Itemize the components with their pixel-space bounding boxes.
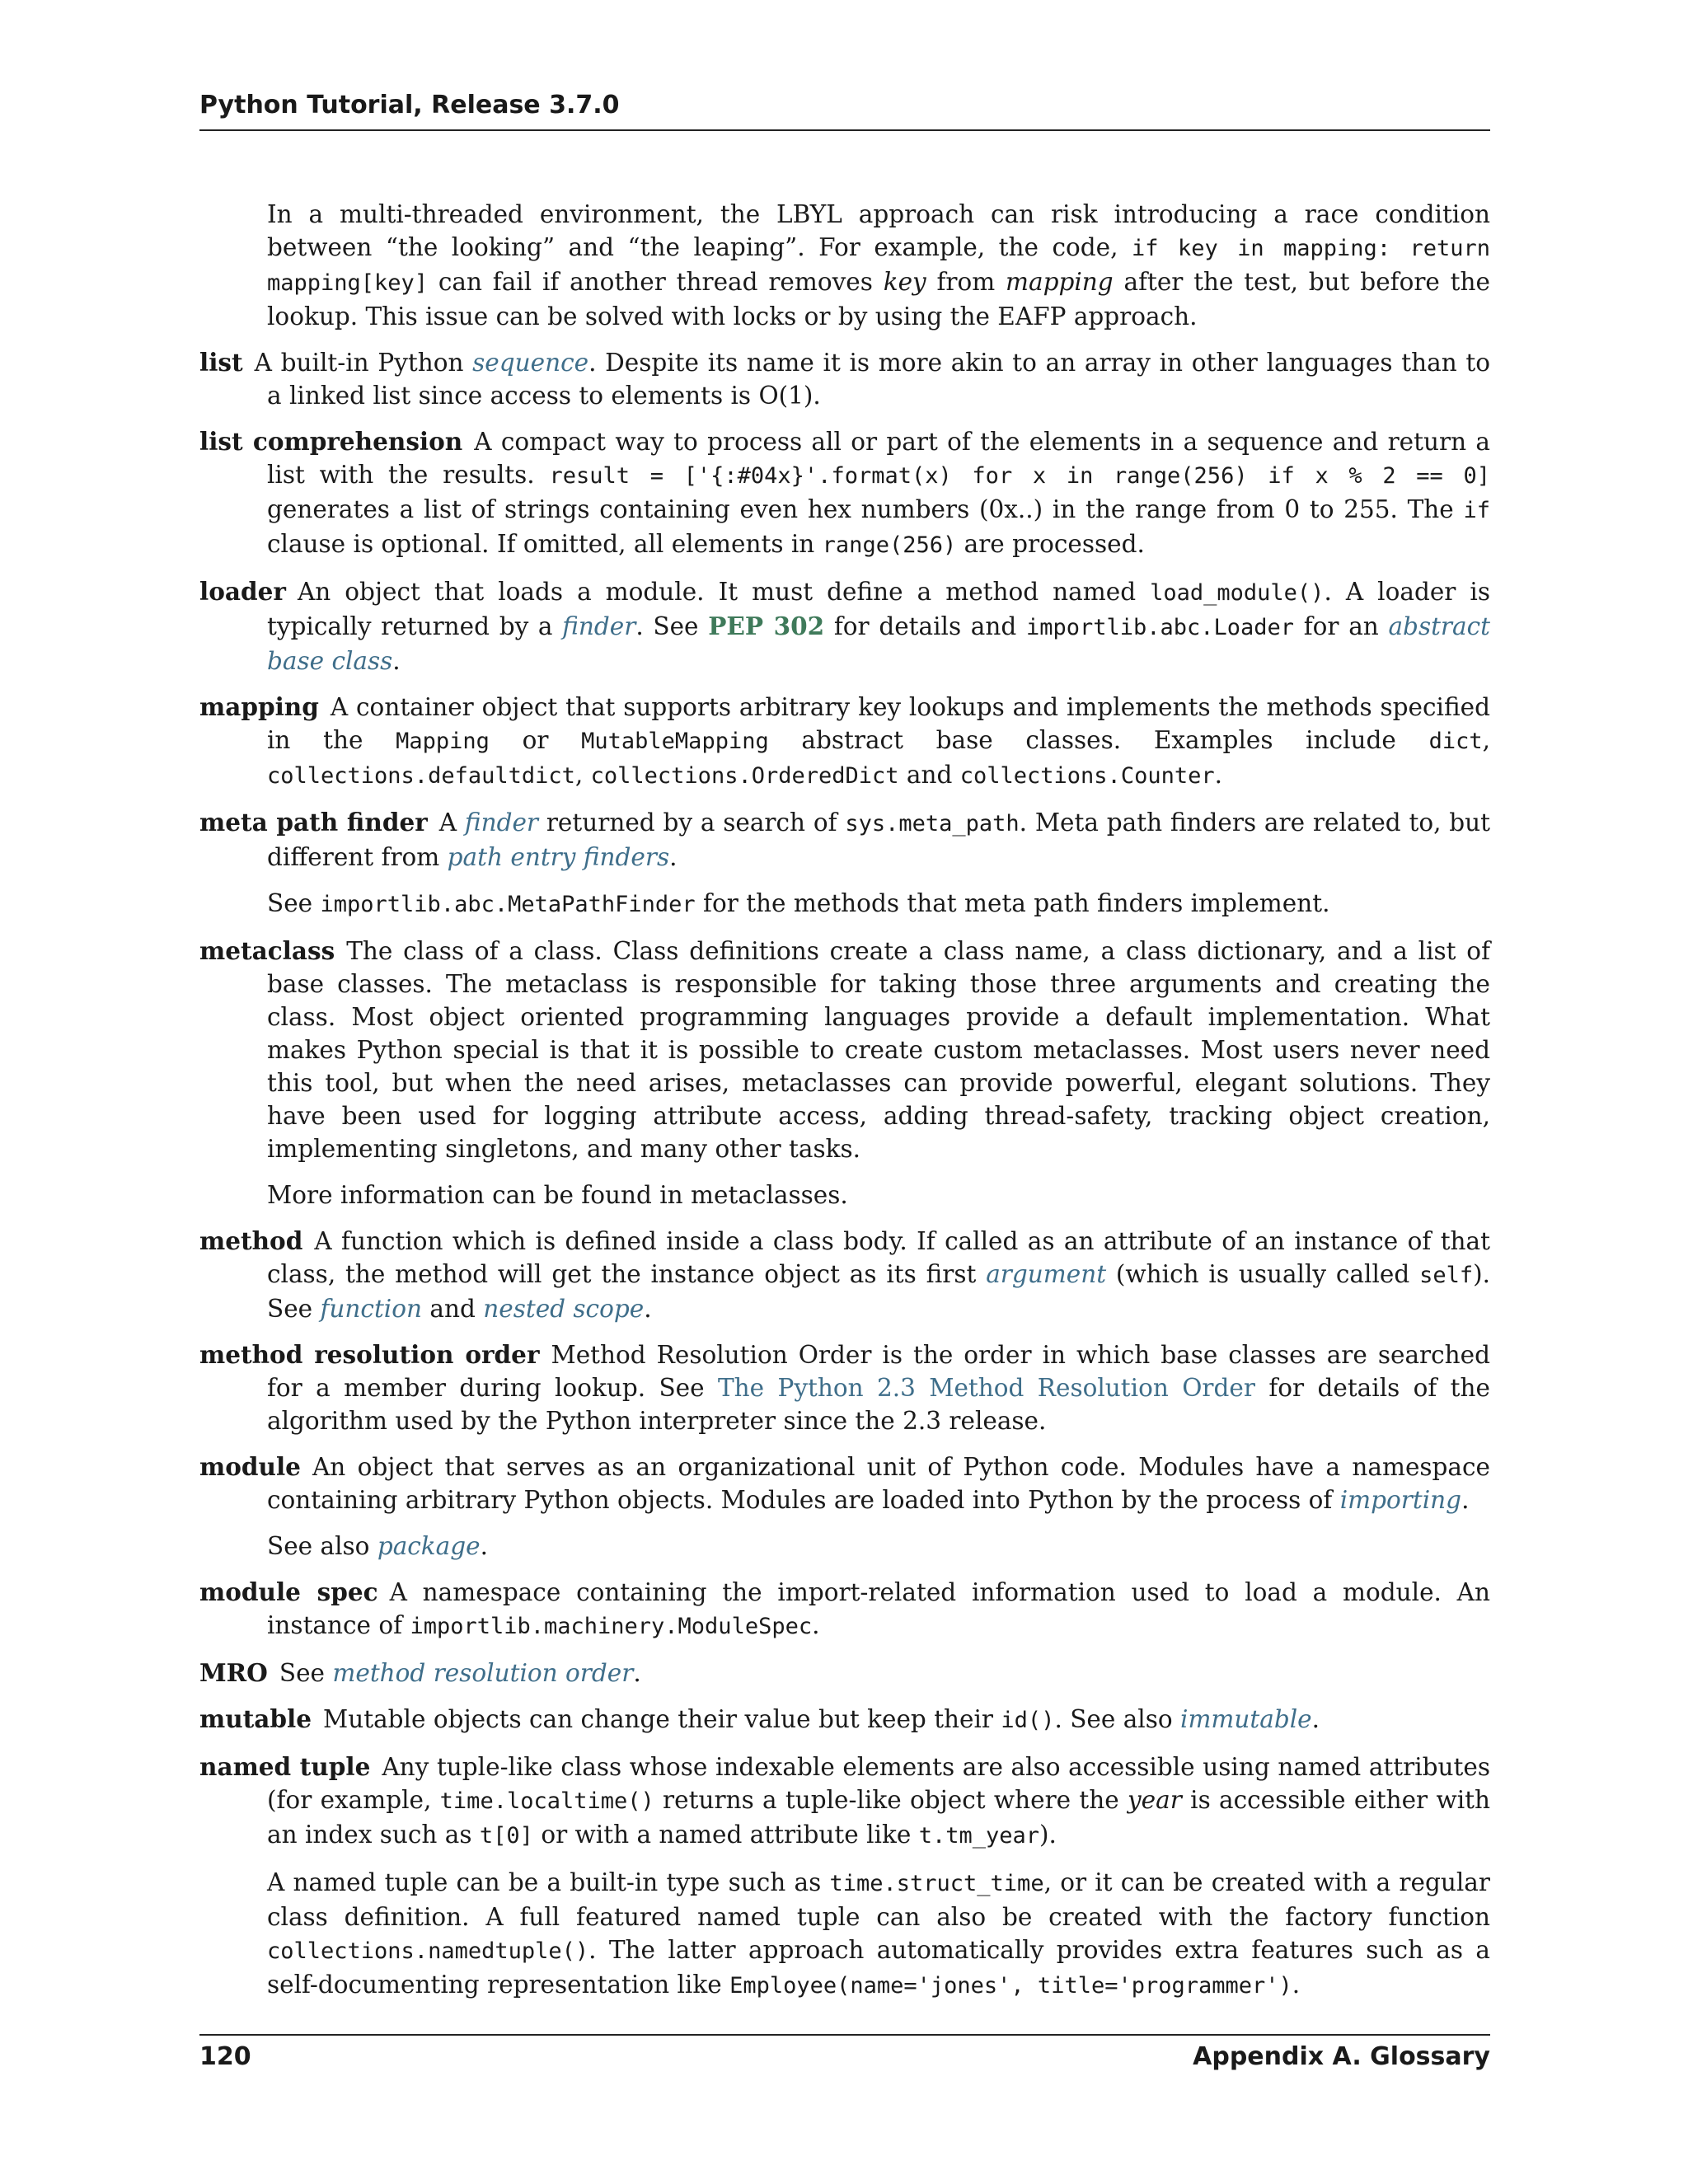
text: A named tuple can be a built-in type such as <box>267 1868 830 1896</box>
cross-reference-link[interactable]: abstract base class <box>267 612 1490 675</box>
text: from <box>926 268 1006 296</box>
code-snippet: self <box>1419 1263 1474 1288</box>
text: or <box>489 726 582 754</box>
text: . <box>480 1532 489 1560</box>
code-snippet: result = ['{:#04x}'.format(x) for x in range(256) if x % 2 == 0] <box>549 463 1491 489</box>
text: See <box>267 889 321 917</box>
module-note <box>267 1530 1490 1563</box>
code-snippet: time.localtime() <box>439 1788 654 1814</box>
glossary-entry-list <box>199 346 1490 412</box>
text: . <box>669 843 678 871</box>
cross-reference-link[interactable]: importing <box>1339 1486 1462 1514</box>
text: . The latter approach automatically provides extra features such as a self-documenting representation like <box>267 1936 1490 1999</box>
glossary-entry-method <box>199 1225 1490 1325</box>
text: Mutable objects can change their value but keep their <box>323 1705 1001 1733</box>
text: . <box>644 1295 652 1323</box>
text: or with a named attribute like <box>532 1821 919 1849</box>
glossary-entry-mro <box>199 1657 1490 1690</box>
text: A built-in Python <box>254 349 473 377</box>
glossary-entry-module <box>199 1451 1490 1516</box>
cross-reference-link[interactable]: method resolution order <box>332 1659 634 1687</box>
text: A function which is defined inside a class body. If called as an attribute of an instance of that class, the method will get the instance object as its first <box>267 1227 1490 1288</box>
term: named tuple <box>199 1752 371 1781</box>
text: The class of a class. Class definitions create a class name, a class dictionary, and a list of base classes. The metaclass is responsible for taking those three arguments and creating the class. Most object oriented programming languages provide a default implementation. What makes Python special is that it is possible to create custom metaclasses. Most users never need this tool, but when the need arises, metaclasses can provide powerful, elegant solutions. They have been used for logging attribute access, adding thread-safety, tracking object creation, implementing singletons, and many other tasks. <box>267 937 1490 1163</box>
text: is accessible either with an index such as <box>267 1786 1490 1849</box>
text: A compact way to process all or part of the elements in a sequence and return a list with the results. <box>267 428 1491 489</box>
glossary-entry-list-comprehension <box>199 425 1490 562</box>
code-snippet: Employee(name='jones', title='programmer') <box>729 1973 1292 1999</box>
text: (which is usually called <box>1106 1260 1420 1288</box>
code-snippet: Mapping <box>396 729 490 754</box>
text: . <box>1311 1705 1320 1733</box>
text: An object that loads a module. It must define a method named <box>297 578 1151 606</box>
text: , or it can be created with a regular class definition. A full featured named tuple can also be created with the factory function <box>267 1868 1490 1931</box>
text: See <box>279 1659 333 1687</box>
text: , <box>1482 726 1490 754</box>
cross-reference-link[interactable]: nested scope <box>483 1295 645 1323</box>
code-snippet: dict <box>1428 729 1483 754</box>
term: MRO <box>199 1658 268 1687</box>
text: and <box>898 761 960 789</box>
term: meta path finder <box>199 808 428 837</box>
text: A namespace containing the import-related information used to load a module. An instance of <box>267 1578 1490 1639</box>
emphasis: key <box>883 268 926 296</box>
cross-reference-link[interactable]: package <box>377 1532 481 1560</box>
cross-reference-link[interactable]: argument <box>986 1260 1107 1288</box>
code-snippet: if key in mapping: return mapping[key] <box>267 236 1491 296</box>
header-rule <box>199 129 1490 131</box>
term: mapping <box>199 692 319 721</box>
text: In a multi-threaded environment, the LBYL approach can risk introducing a race condition between “the looking” and “the leaping”. For example, the code, <box>267 200 1490 261</box>
text: abstract base classes. Examples include <box>768 726 1429 754</box>
footer-rule <box>199 2034 1490 2036</box>
text: ). <box>1039 1821 1057 1849</box>
text: clause is optional. If omitted, all elements in <box>267 530 823 558</box>
glossary-entry-method-resolution-order <box>199 1338 1490 1437</box>
text: and <box>422 1295 484 1323</box>
text: , <box>574 761 591 789</box>
code-snippet: id() <box>1001 1708 1055 1733</box>
pep-link[interactable]: PEP 302 <box>708 612 825 640</box>
text: . <box>1214 761 1222 789</box>
lbyl-continuation <box>267 198 1490 333</box>
term: mutable <box>199 1704 312 1733</box>
text: for details of the algorithm used by the Python interpreter since the 2.3 release. <box>267 1374 1490 1435</box>
code-snippet: MutableMapping <box>581 729 769 754</box>
text: An object that serves as an organizational unit of Python code. Modules have a namespace containing arbitrary Python objects. Modules are loaded into Python by the process of <box>267 1453 1490 1514</box>
meta-path-finder-note <box>267 887 1490 921</box>
text: returns a tuple-like object where the <box>654 1786 1128 1814</box>
text: . <box>392 647 401 675</box>
emphasis: year <box>1128 1786 1182 1814</box>
glossary-body <box>199 198 1490 2016</box>
code-snippet: range(256) <box>822 532 957 558</box>
code-snippet: load_module() <box>1150 580 1325 606</box>
cross-reference-link[interactable]: immutable <box>1180 1705 1312 1733</box>
term: module spec <box>199 1577 378 1606</box>
code-snippet: time.struct_time <box>829 1871 1044 1896</box>
code-snippet: collections.defaultdict <box>267 763 575 789</box>
code-snippet: collections.OrderedDict <box>590 763 899 789</box>
text: A <box>438 808 465 837</box>
code-snippet: importlib.abc.Loader <box>1025 615 1295 640</box>
text: . Despite its name it is more akin to an array in other languages than to a linked list since access to elements is O(1). <box>267 349 1490 410</box>
text: . <box>1461 1486 1470 1514</box>
code-snippet: if <box>1463 498 1490 523</box>
glossary-entry-mapping <box>199 691 1490 793</box>
cross-reference-link[interactable]: finder <box>562 612 636 640</box>
cross-reference-link[interactable]: path entry finders <box>447 843 670 871</box>
code-snippet: sys.meta_path <box>845 811 1020 837</box>
named-tuple-note <box>267 1866 1490 2003</box>
text: See also <box>267 1532 377 1560</box>
term: loader <box>199 577 286 606</box>
text: for an <box>1294 612 1389 640</box>
glossary-entry-loader <box>199 575 1490 677</box>
code-snippet: importlib.abc.MetaPathFinder <box>320 892 696 917</box>
text: are processed. <box>956 530 1145 558</box>
external-link[interactable]: The Python 2.3 Method Resolution Order <box>717 1374 1255 1402</box>
chapter-title: Appendix A. Glossary <box>1193 2042 1490 2071</box>
code-snippet: t[0] <box>479 1823 533 1849</box>
text: A container object that supports arbitrary key lookups and implements the methods specified in the <box>267 693 1490 754</box>
cross-reference-link[interactable]: finder <box>464 808 539 837</box>
code-snippet: collections.Counter <box>959 763 1215 789</box>
text: . <box>633 1659 641 1687</box>
term: list comprehension <box>199 427 463 456</box>
text: . See <box>635 612 709 640</box>
glossary-entry-mutable <box>199 1703 1490 1737</box>
text: for the methods that meta path finders implement. <box>695 889 1330 917</box>
text: returned by a search of <box>538 808 846 837</box>
cross-reference-link[interactable]: function <box>320 1295 423 1323</box>
text: . A loader is typically returned by a <box>267 578 1490 640</box>
page-number: 120 <box>199 2042 251 2071</box>
term: method resolution order <box>199 1340 540 1369</box>
code-snippet: importlib.machinery.ModuleSpec <box>410 1614 813 1639</box>
cross-reference-link[interactable]: sequence <box>472 349 589 377</box>
term: module <box>199 1452 301 1481</box>
glossary-entry-meta-path-finder <box>199 806 1490 874</box>
running-header: Python Tutorial, Release 3.7.0 <box>199 91 620 120</box>
text: . See also <box>1054 1705 1181 1733</box>
term: list <box>199 348 243 377</box>
glossary-entry-metaclass <box>199 935 1490 1165</box>
code-snippet: t.tm_year <box>918 1823 1040 1849</box>
glossary-entry-module-spec <box>199 1576 1490 1643</box>
text: can fail if another thread removes <box>428 268 884 296</box>
text: for details and <box>824 612 1026 640</box>
text: Method Resolution Order is the order in which base classes are searched for a member during lookup. See <box>267 1341 1490 1402</box>
glossary-entry-named-tuple <box>199 1750 1490 1853</box>
term: method <box>199 1226 303 1255</box>
text: . <box>812 1611 820 1639</box>
emphasis: mapping <box>1006 268 1114 296</box>
code-snippet: collections.namedtuple() <box>267 1938 589 1964</box>
text: generates a list of strings containing even hex numbers (0x..) in the range from 0 to 255. The <box>267 495 1464 523</box>
text: ). See <box>267 1260 1490 1323</box>
term: metaclass <box>199 936 335 965</box>
text: after the test, but before the lookup. This issue can be solved with locks or by using the EAFP approach. <box>267 268 1490 330</box>
text: . Meta path finders are related to, but different from <box>267 808 1491 871</box>
text: Any tuple-like class whose indexable elements are also accessible using named attributes (for example, <box>267 1753 1491 1814</box>
metaclass-note: More information can be found in metaclasses. <box>267 1181 848 1209</box>
text: . <box>1292 1971 1301 1999</box>
